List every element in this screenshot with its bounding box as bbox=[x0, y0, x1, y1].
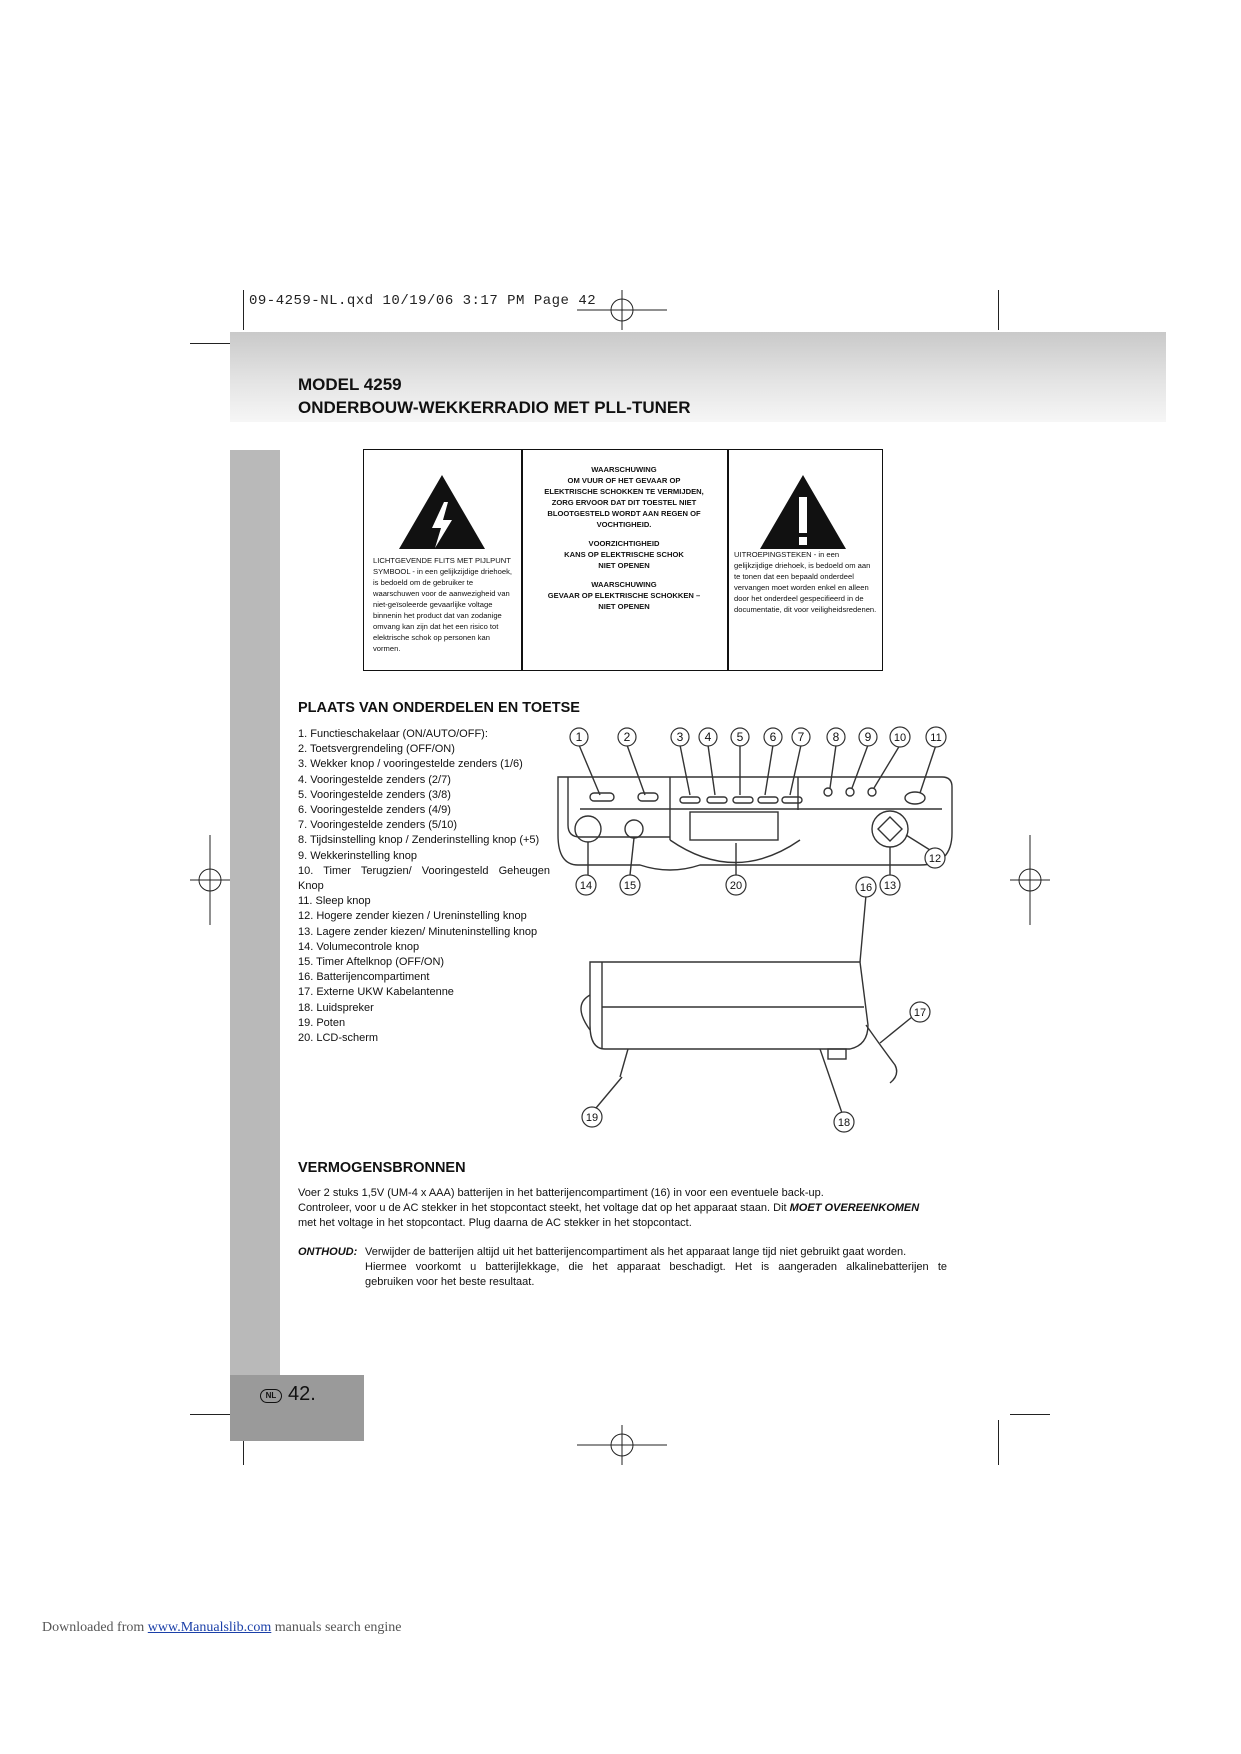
crop-mark bbox=[243, 290, 244, 330]
registration-mark-bottom bbox=[577, 1425, 667, 1465]
manualslib-link[interactable]: www.Manualslib.com bbox=[147, 1620, 272, 1635]
exclamation-bar bbox=[799, 497, 807, 533]
crop-mark bbox=[998, 290, 999, 330]
diagram-label: 7 bbox=[797, 730, 805, 744]
warning-divider bbox=[727, 450, 729, 670]
lightning-warning-text: LICHTGEVENDE FLITS MET PIJLPUNT SYMBOOL - in een gelijkzijdige driehoek, is bedoeld om de gebruiker te waarschuwen voor de aanwezigheid van niet-geïsoleerde gevaarlijke voltage binnenin het product dat van zodanige omvang kan zijn dat het een risico tot elektrische schok op personen kan vormen. bbox=[373, 556, 513, 653]
list-item: 16. Batterijencompartiment bbox=[298, 971, 430, 984]
diagram-label: 10 bbox=[893, 732, 907, 744]
list-item: 13. Lagere zender kiezen/ Minuteninstelling knop bbox=[298, 925, 538, 938]
parts-heading: PLAATS VAN ONDERDELEN EN TOETSE bbox=[298, 700, 580, 716]
note-line-3: gebruiken voor het beste resultaat. bbox=[365, 1276, 535, 1288]
diagram-label: 11 bbox=[930, 732, 942, 744]
exclamation-warning-text: UITROEPINGSTEKEN - in een gelijkzijdige driehoek, is bedoeld om aan te tonen dat een bepaald onderdeel vervangen moet worden enkel en alleen door het onderdeel gespecifieerd in de documentatie, dit voor veiligheidsredenen. bbox=[734, 550, 877, 614]
diagram-label: 17 bbox=[913, 1007, 927, 1019]
language-badge: NL bbox=[260, 1389, 282, 1403]
note-label: ONTHOUD: bbox=[298, 1246, 358, 1258]
diagram-label: 1 bbox=[575, 730, 583, 744]
file-slug: 09-4259-NL.qxd 10/19/06 3:17 PM Page 42 bbox=[249, 293, 597, 309]
list-item: 18. Luidspreker bbox=[298, 1001, 374, 1014]
diagram-label: 3 bbox=[676, 730, 684, 744]
page-number: 42. bbox=[288, 1383, 316, 1405]
note-line-1: Verwijder de batterijen altijd uit het batterijencompartiment als het apparaat lange tijd niet gebruikt gaat worden. bbox=[365, 1246, 907, 1258]
lightning-bolt-icon bbox=[424, 500, 460, 550]
crop-mark bbox=[998, 1420, 999, 1465]
diagram-label: 19 bbox=[585, 1112, 599, 1124]
list-item: 9. Wekkerinstelling knop bbox=[298, 849, 418, 862]
diagram-label: 12 bbox=[928, 853, 942, 865]
power-heading: VERMOGENSBRONNEN bbox=[298, 1160, 466, 1176]
crop-mark bbox=[190, 343, 230, 344]
list-item: 7. Vooringestelde zenders (5/10) bbox=[298, 819, 457, 832]
diagram-label: 6 bbox=[769, 730, 777, 744]
diagram-label: 15 bbox=[623, 880, 637, 892]
list-item: 12. Hogere zender kiezen / Ureninstelling knop bbox=[298, 910, 527, 923]
diagram-label: 2 bbox=[623, 730, 631, 744]
diagram-label: 4 bbox=[704, 730, 712, 744]
registration-mark-right bbox=[1010, 835, 1050, 925]
list-item: 4. Vooringestelde zenders (2/7) bbox=[298, 773, 451, 786]
list-item: 1. Functieschakelaar (ON/AUTO/OFF): bbox=[298, 728, 488, 740]
list-item: 14. Volumecontrole knop bbox=[298, 940, 420, 953]
model-subtitle: ONDERBOUW-WEKKERRADIO MET PLL-TUNER bbox=[298, 398, 691, 417]
diagram-label: 13 bbox=[883, 880, 897, 892]
diagram-label: 18 bbox=[837, 1117, 851, 1129]
side-strip bbox=[230, 450, 280, 1380]
parts-list bbox=[298, 727, 550, 1046]
safety-warning-box bbox=[363, 449, 883, 671]
registration-mark-left bbox=[190, 835, 230, 925]
note-line-2: Hiermee voorkomt u batterijlekkage, die het apparaat beschadigt. Het is aangeraden alkalinebatterijen te bbox=[365, 1261, 947, 1273]
footer-suffix: manuals search engine bbox=[271, 1620, 402, 1635]
list-item: 10. Timer Terugzien/ Vooringesteld Geheugen Knop bbox=[298, 864, 550, 893]
power-line-2 bbox=[298, 1201, 958, 1216]
list-item: 11. Sleep knop bbox=[298, 895, 371, 908]
list-item: 20. LCD-scherm bbox=[298, 1032, 379, 1045]
list-item: 6. Vooringestelde zenders (4/9) bbox=[298, 804, 451, 817]
power-emphasis: MOET OVEREENKOMEN bbox=[789, 1202, 920, 1214]
list-item: 3. Wekker knop / vooringestelde zenders (1/6) bbox=[298, 758, 523, 771]
diagram-label: 8 bbox=[832, 730, 840, 744]
footer-prefix: Downloaded from bbox=[42, 1620, 148, 1635]
diagram-label: 5 bbox=[736, 730, 744, 744]
list-item: 17. Externe UKW Kabelantenne bbox=[298, 986, 454, 999]
power-line-2a: Controleer, voor u de AC stekker in het stopcontact steekt, het voltage dat op het apparaat staan. Dit bbox=[298, 1202, 787, 1214]
list-item: 5. Vooringestelde zenders (3/8) bbox=[298, 788, 451, 801]
list-item: 2. Toetsvergrendeling (OFF/ON) bbox=[298, 743, 455, 756]
radio-diagram bbox=[550, 725, 960, 1145]
exclamation-dot bbox=[799, 537, 807, 545]
crop-mark bbox=[1010, 1414, 1050, 1415]
center-warning-text: WAARSCHUWING OM VUUR OF HET GEVAAR OP ELEKTRISCHE SCHOKKEN TE VERMIJDEN, ZORG ERVOOR DAT DIT TOESTEL NIET BLOOTGESTELD WORDT AAN REGEN OF VOCHTIGHEID. VOORZICHTIGHEID KANS OP ELEKTRISCHE SCHOK NIET OPENEN WAARSCHUWING GEVAAR OP ELEKTRISCHE SCHOKKEN – NIET OPENEN bbox=[544, 465, 704, 611]
list-item: 8. Tijdsinstelling knop / Zenderinstelling knop (+5) bbox=[298, 834, 540, 847]
diagram-label: 16 bbox=[859, 882, 873, 894]
diagram-label: 20 bbox=[729, 880, 743, 892]
list-item: 15. Timer Aftelknop (OFF/ON) bbox=[298, 956, 445, 969]
crop-mark bbox=[190, 1414, 230, 1415]
model-title: MODEL 4259 bbox=[298, 375, 402, 394]
list-item: 19. Poten bbox=[298, 1016, 346, 1029]
download-footer bbox=[42, 1620, 402, 1636]
power-line-3: met het voltage in het stopcontact. Plug daarna de AC stekker in het stopcontact. bbox=[298, 1217, 692, 1229]
diagram-label: 9 bbox=[864, 730, 872, 744]
power-line-1: Voer 2 stuks 1,5V (UM-4 x AAA) batterijen in het batterijencompartiment (16) in voor een eventuele back-up. bbox=[298, 1187, 824, 1199]
diagram-label: 14 bbox=[579, 880, 593, 892]
